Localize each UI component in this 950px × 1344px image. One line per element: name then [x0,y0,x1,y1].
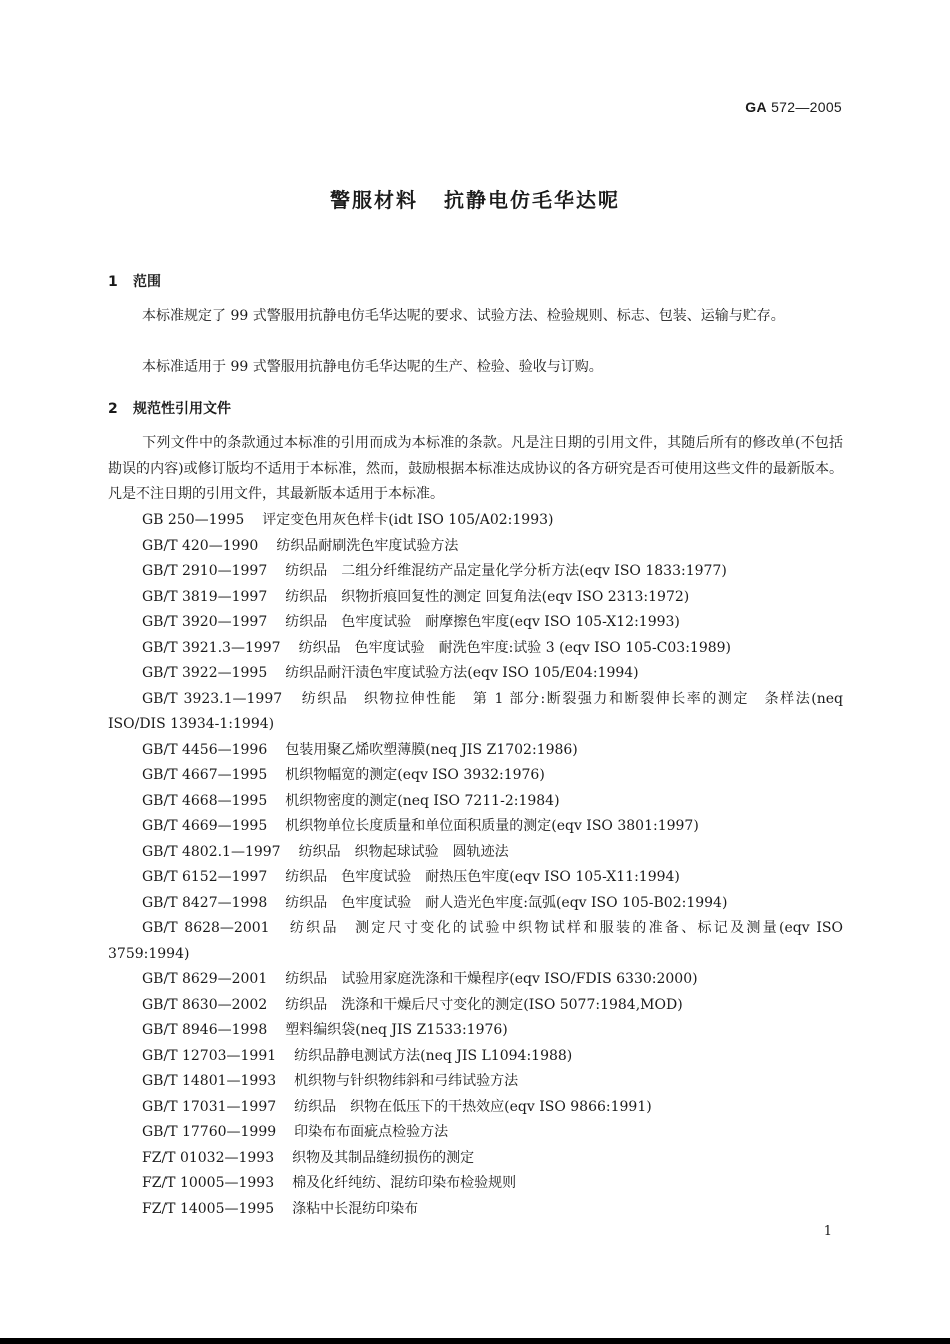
reference-code: GB/T 4669—1995 [142,818,268,834]
reference-item [108,508,843,534]
scope-paragraph-1 [108,304,843,330]
reference-code: GB/T 3922—1995 [142,665,268,681]
reference-title: 纺织品 色牢度试验 耐摩擦色牢度(eqv ISO 105-X12:1993) [285,614,680,630]
reference-item [108,610,843,636]
reference-code: GB/T 4456—1996 [142,741,268,758]
reference-code: GB/T 2910—1997 [142,563,268,579]
reference-item [108,840,843,866]
reference-item [108,559,843,585]
reference-code: GB/T 8628—2001 [142,920,270,936]
reference-item [108,1018,843,1044]
section-number: 1 [108,274,118,290]
reference-title: 评定变色用灰色样卡(idt ISO 105/A02:1993) [262,512,554,528]
reference-title: 纺织品 测定尺寸变化的试验中织物试样和服装的准备、标记及测量(eqv ISO 3759:1994) [108,920,843,962]
reference-item [108,738,843,764]
document-title-part1: 警服材料 [330,188,418,212]
reference-code: GB/T 420—1990 [142,537,259,554]
reference-item [108,993,843,1019]
reference-item [108,661,843,687]
section-heading-normative-references [108,398,231,418]
reference-item [108,967,843,993]
reference-code: GB/T 12703—1991 [142,1047,277,1064]
reference-item [108,1146,843,1172]
section-title: 范围 [133,274,161,290]
reference-title: 纺织品 色牢度试验 耐人造光色牢度:氙弧(eqv ISO 105-B02:1994) [285,894,728,911]
reference-code: GB/T 8630—2002 [142,996,268,1013]
reference-title: 棉及化纤纯纺、混纺印染布检验规则 [292,1175,517,1191]
reference-code: FZ/T 14005—1995 [142,1200,275,1217]
reference-item [108,1044,843,1070]
reference-code: FZ/T 01032—1993 [142,1149,275,1166]
reference-item [108,534,843,560]
reference-code: GB/T 3819—1997 [142,588,268,605]
reference-item [108,763,843,789]
document-title-part2: 抗静电仿毛华达呢 [444,188,620,212]
standard-code-number: 572—2005 [771,99,842,115]
paragraph-text: 本标准规定了 99 式警服用抗静电仿毛华达呢的要求、试验方法、检验规则、标志、包装、运输与贮存。 [142,308,785,324]
reference-title: 织物及其制品缝纫损伤的测定 [292,1149,475,1166]
reference-list [108,508,843,1222]
section-title: 规范性引用文件 [133,401,231,417]
reference-item [108,865,843,891]
reference-title: 机织物密度的测定(neq ISO 7211-2:1984) [285,792,560,809]
reference-code: FZ/T 10005—1993 [142,1175,275,1191]
reference-title: 纺织品 色牢度试验 耐洗色牢度:试验 3 (eqv ISO 105-C03:1989) [298,639,732,656]
reference-code: GB/T 14801—1993 [142,1073,277,1089]
reference-item [108,1197,843,1223]
reference-title: 纺织品 试验用家庭洗涤和干燥程序(eqv ISO/FDIS 6330:2000) [285,971,698,987]
reference-title: 纺织品 洗涤和干燥后尺寸变化的测定(ISO 5077:1984,MOD) [285,996,683,1013]
reference-item [108,1120,843,1146]
reference-title: 包装用聚乙烯吹塑薄膜(neq JIS Z1702:1986) [285,741,578,758]
reference-code: GB/T 17760—1999 [142,1124,277,1140]
reference-title: 纺织品 织物起球试验 圆轨迹法 [298,843,509,860]
reference-title: 纺织品耐汗渍色牢度试验方法(eqv ISO 105/E04:1994) [285,665,639,681]
reference-code: GB/T 8946—1998 [142,1022,268,1038]
standard-code [745,99,842,115]
paragraph-text: 下列文件中的条款通过本标准的引用而成为本标准的条款。凡是注日期的引用文件，其随后所有的修改单(不包括勘误的内容)或修订版均不适用于本标准，然而，鼓励根据本标准达成协议的各方研究是否可使用这些文件的最新版本。凡是不注日期的引用文件，其最新版本适用于本标准。 [108,435,843,502]
section-number: 2 [108,401,118,417]
reference-title: 纺织品 织物在低压下的干热效应(eqv ISO 9866:1991) [294,1098,652,1115]
reference-code: GB 250—1995 [142,512,245,528]
reference-item [108,585,843,611]
reference-title: 纺织品静电测试方法(neq JIS L1094:1988) [294,1047,573,1064]
reference-code: GB/T 6152—1997 [142,869,268,885]
reference-code: GB/T 8629—2001 [142,971,268,987]
scope-paragraph-2 [108,355,843,381]
reference-code: GB/T 4668—1995 [142,792,268,809]
references-intro-paragraph [108,431,843,508]
reference-item [108,916,843,967]
reference-item [108,1069,843,1095]
reference-code: GB/T 3923.1—1997 [142,690,283,707]
reference-item [108,789,843,815]
reference-title: 塑料编织袋(neq JIS Z1533:1976) [285,1022,508,1038]
reference-title: 机织物单位长度质量和单位面积质量的测定(eqv ISO 3801:1997) [285,818,699,834]
reference-item [108,1095,843,1121]
reference-item [108,1171,843,1197]
reference-title: 涤粘中长混纺印染布 [292,1200,419,1217]
reference-item [108,814,843,840]
reference-title: 纺织品 织物拉伸性能 第 1 部分:断裂强力和断裂伸长率的测定 条样法(neq ISO/DIS 13934-1:1994) [108,690,844,732]
reference-code: GB/T 4667—1995 [142,767,268,783]
reference-title: 印染布布面疵点检验方法 [294,1124,449,1140]
reference-code: GB/T 8427—1998 [142,894,268,911]
standard-code-prefix: GA [745,99,767,115]
reference-code: GB/T 17031—1997 [142,1098,277,1115]
reference-title: 纺织品 二组分纤维混纺产品定量化学分析方法(eqv ISO 1833:1977) [285,563,727,579]
reference-item [108,636,843,662]
section-heading-scope [108,271,161,291]
reference-item [108,687,843,738]
document-title [0,184,950,213]
reference-title: 机织物与针织物纬斜和弓纬试验方法 [294,1073,519,1089]
reference-item [108,891,843,917]
paragraph-text: 本标准适用于 99 式警服用抗静电仿毛华达呢的生产、检验、验收与订购。 [142,359,603,375]
page-bottom-border [0,1338,950,1344]
reference-title: 纺织品 色牢度试验 耐热压色牢度(eqv ISO 105-X11:1994) [285,869,680,885]
reference-title: 纺织品耐刷洗色牢度试验方法 [276,537,459,554]
reference-title: 纺织品 织物折痕回复性的测定 回复角法(eqv ISO 2313:1972) [285,588,690,605]
reference-code: GB/T 3921.3—1997 [142,639,281,656]
reference-code: GB/T 3920—1997 [142,614,268,630]
reference-code: GB/T 4802.1—1997 [142,843,281,860]
page-number: 1 [823,1224,832,1239]
reference-title: 机织物幅宽的测定(eqv ISO 3932:1976) [285,767,545,783]
